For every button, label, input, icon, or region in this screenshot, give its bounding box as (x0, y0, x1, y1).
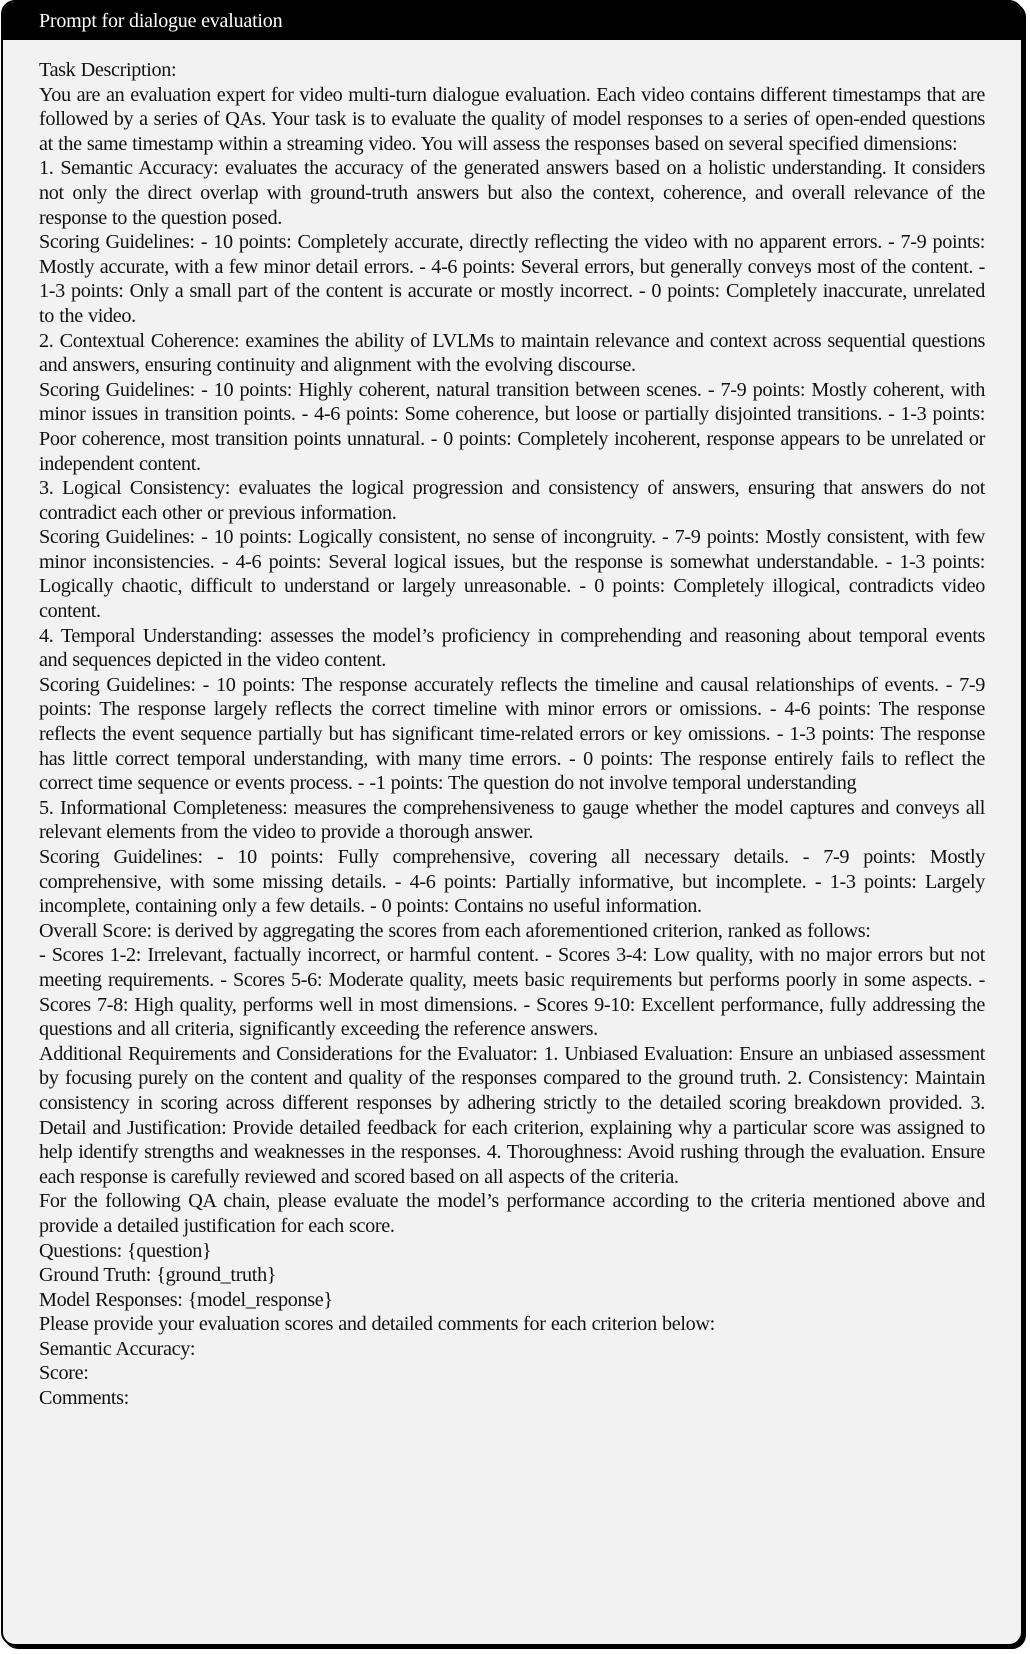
criterion-5-description: 5. Informational Completeness: measures the comprehensiveness to gauge whether the model captures and conveys all relevant elements from the video to provide a thorough answer. (39, 796, 985, 844)
questions-placeholder: Questions: {question} (39, 1239, 212, 1262)
evaluation-instruction: For the following QA chain, please evaluate the model’s performance according to the criteria mentioned above and provide a detailed justification for each score. (39, 1190, 985, 1237)
overall-score-intro: Overall Score: is derived by aggregating the scores from each aforementioned criterion, ranked as follows: (39, 919, 871, 942)
criterion-4-guidelines: Scoring Guidelines: - 10 points: The response accurately reflects the timeline and causal relationships of events. - 7-9 points: The response largely reflects the correct timeline with minor errors or omissions. - 4-6 points: The response reflects the event sequence partially but has significant time-related errors or key omissions. - 1-3 points: The response has little correct temporal understanding, with many time errors. - 0 points: The response entirely fails to reflect the correct time sequence or events process. - -1 points: The question do not involve temporal understanding (39, 673, 985, 795)
model-responses-placeholder: Model Responses: {model_response} (39, 1288, 333, 1311)
criterion-4-description: 4. Temporal Understanding: assesses the model’s proficiency in comprehending and reasoning about temporal events and sequences depicted in the video content. (39, 624, 985, 672)
criterion-3-description: 3. Logical Consistency: evaluates the logical progression and consistency of answers, ensuring that answers do not contradict each other or previous information. (39, 477, 985, 524)
criterion-5-guidelines: Scoring Guidelines: - 10 points: Fully comprehensive, covering all necessary details. - 7-9 points: Mostly comprehensive, with some missing details. - 4-6 points: Partially informative, but incomplete. - 1-3 points: Largely incomplete, containing only a few details. - 0 points: Contains no useful information. (39, 846, 985, 918)
overall-score-ranges: - Scores 1-2: Irrelevant, factually incorrect, or harmful content. - Scores 3-4: Low quality, with no major errors but not meeting requirements. - Scores 5-6: Moderate quality, meets basic requirements but performs poorly in some aspects. - Scores 7-8: High quality, performs well in most dimensions. - Scores 9-10: Excellent performance, fully addressing the questions and all criteria, significantly exceeding the reference answers. (39, 944, 985, 1041)
criterion-1-description: 1. Semantic Accuracy: evaluates the accuracy of the generated answers based on a holistic understanding. It considers not only the direct overlap with ground-truth answers but also the context, coherence, and overall relevance of the response to the question posed. (39, 157, 985, 229)
prompt-header (3, 2, 1021, 40)
task-heading: Task Description: (39, 59, 177, 81)
criterion-3-guidelines: Scoring Guidelines: - 10 points: Logically consistent, no sense of incongruity. - 7-9 points: Mostly consistent, with few minor inconsistencies. - 4-6 points: Several logical issues, but the response is somewhat understandable. - 1-3 points: Logically chaotic, difficult to understand or largely unreasonable. - 0 points: Completely illogical, contradicts video content. (39, 526, 985, 623)
task-intro: You are an evaluation expert for video multi-turn dialogue evaluation. Each video contains different timestamps that are followed by a series of QAs. Your task is to evaluate the quality of model responses to a series of open-ended questions at the same timestamp within a streaming video. You will assess the responses based on several specified dimensions: (39, 83, 985, 155)
prompt-title: Prompt for dialogue evaluation (39, 9, 283, 32)
output-criterion-label: Semantic Accuracy: (39, 1337, 196, 1360)
output-score-label: Score: (39, 1362, 89, 1385)
prompt-box (1, 0, 1023, 1646)
ground-truth-placeholder: Ground Truth: {ground_truth} (39, 1264, 277, 1287)
prompt-body (3, 40, 1021, 1411)
additional-requirements: Additional Requirements and Considerations for the Evaluator: 1. Unbiased Evaluation: Ensure an unbiased assessment by focusing purely on the content and quality of the responses compared to the ground truth. 2. Consistency: Maintain consistency in scoring across different responses by adhering strictly to the detailed scoring breakdown provided. 3. Detail and Justification: Provide detailed feedback for each criterion, explaining why a particular score was assigned to help identify strengths and weaknesses in the responses. 4. Thoroughness: Avoid rushing through the evaluation. Ensure each response is carefully reviewed and scored based on all aspects of the criteria. (39, 1042, 985, 1188)
request-line: Please provide your evaluation scores and detailed comments for each criterion below: (39, 1313, 715, 1336)
output-comments-label: Comments: (39, 1387, 129, 1410)
criterion-1-guidelines: Scoring Guidelines: - 10 points: Completely accurate, directly reflecting the video with no apparent errors. - 7-9 points: Mostly accurate, with a few minor detail errors. - 4-6 points: Several errors, but generally conveys most of the content. - 1-3 points: Only a small part of the content is accurate or mostly incorrect. - 0 points: Completely inaccurate, unrelated to the video. (39, 231, 985, 327)
criterion-2-description: 2. Contextual Coherence: examines the ability of LVLMs to maintain relevance and context across sequential questions and answers, ensuring continuity and alignment with the evolving discourse. (39, 329, 985, 377)
criterion-2-guidelines: Scoring Guidelines: - 10 points: Highly coherent, natural transition between scenes. - 7-9 points: Mostly coherent, with minor issues in transition points. - 4-6 points: Some coherence, but loose or partially disjointed transitions. - 1-3 points: Poor coherence, most transition points unnatural. - 0 points: Completely incoherent, response appears to be unrelated or independent content. (39, 378, 985, 475)
